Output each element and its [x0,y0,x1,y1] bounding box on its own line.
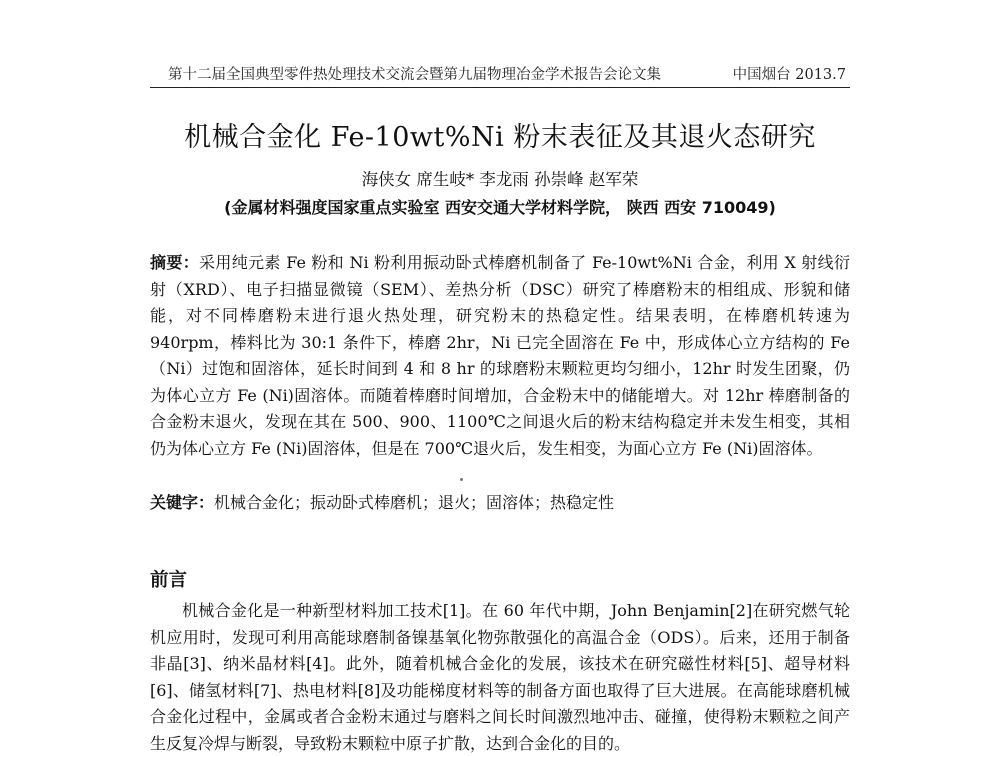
affiliation: (金属材料强度国家重点实验室 西安交通大学材料学院， 陕西 西安 710049) [224,198,776,217]
section-heading-preface: 前言 [150,570,188,591]
abstract [150,250,850,462]
stray-dot-mark [460,478,463,481]
keywords-text: 机械合金化；振动卧式棒磨机；退火；固溶体；热稳定性 [214,493,615,512]
running-header-location-date: 中国烟台 2013.7 [732,67,846,83]
running-header-proceedings: 第十二届全国典型零件热处理技术交流会暨第九届物理冶金学术报告会论文集 [168,67,661,83]
abstract-label: 摘要： [150,253,200,272]
intro-paragraph: 机械合金化是一种新型材料加工技术[1]。在 60 年代中期，John Benjamin[2]在研究燃气轮机应用时，发现可利用高能球磨制备镍基氧化物弥散强化的高温合金（ODS）。后来，还用于制备非晶[3]、纳米晶材料[4]。此外，随着机械合金化的发展，该技术在研究磁性材料[5]、超导材料[6]、储氢材料[7]、热电材料[8]及功能梯度材料等的制备方面也取得了巨大进展。在高能球磨机械合金化过程中，金属或者合金粉末通过与磨料之间长时间激烈地冲击、碰撞，使得粉末颗粒之间产生反复冷焊与断裂，导致粉末颗粒中原子扩散，达到合金化的目的。 [150,601,850,753]
keywords [150,490,850,516]
paper-title: 机械合金化 Fe-10wt%Ni 粉末表征及其退火态研究 [184,122,816,153]
keywords-label: 关键字： [150,493,215,512]
header-rule [150,87,850,88]
abstract-text: 采用纯元素 Fe 粉和 Ni 粉利用振动卧式棒磨机制备了 Fe-10wt%Ni 合金，利用 X 射线衍射（XRD）、电子扫描显微镜（SEM）、差热分析（DSC）研究了棒磨粉末的相组成、形貌和储能，对不同棒磨粉末进行退火热处理，研究粉末的热稳定性。结果表明，在棒磨机转速为 940rpm，棒料比为 30:1 条件下，棒磨 2hr，Ni 已完全固溶在 Fe 中，形成体心立方结构的 Fe（Ni）过饱和固溶体，延长时间到 4 和 8 hr 的球磨粉末颗粒更均匀细小，12hr 时发生团聚，仍为体心立方 Fe (Ni)固溶体。而随着棒磨时间增加，合金粉末中的储能增大。对 12hr 棒磨制备的合金粉末退火，发现在其在 500、900、1100℃之间退火后的粉末结构稳定并未发生相变，其相仍为体心立方 Fe (Ni)固溶体，但是在 700℃退火后，发生相变，为面心立方 Fe (Ni)固溶体。 [150,253,850,458]
author-list: 海侠女 席生岐* 李龙雨 孙崇峰 赵军荣 [361,170,639,189]
running-header [150,64,850,86]
